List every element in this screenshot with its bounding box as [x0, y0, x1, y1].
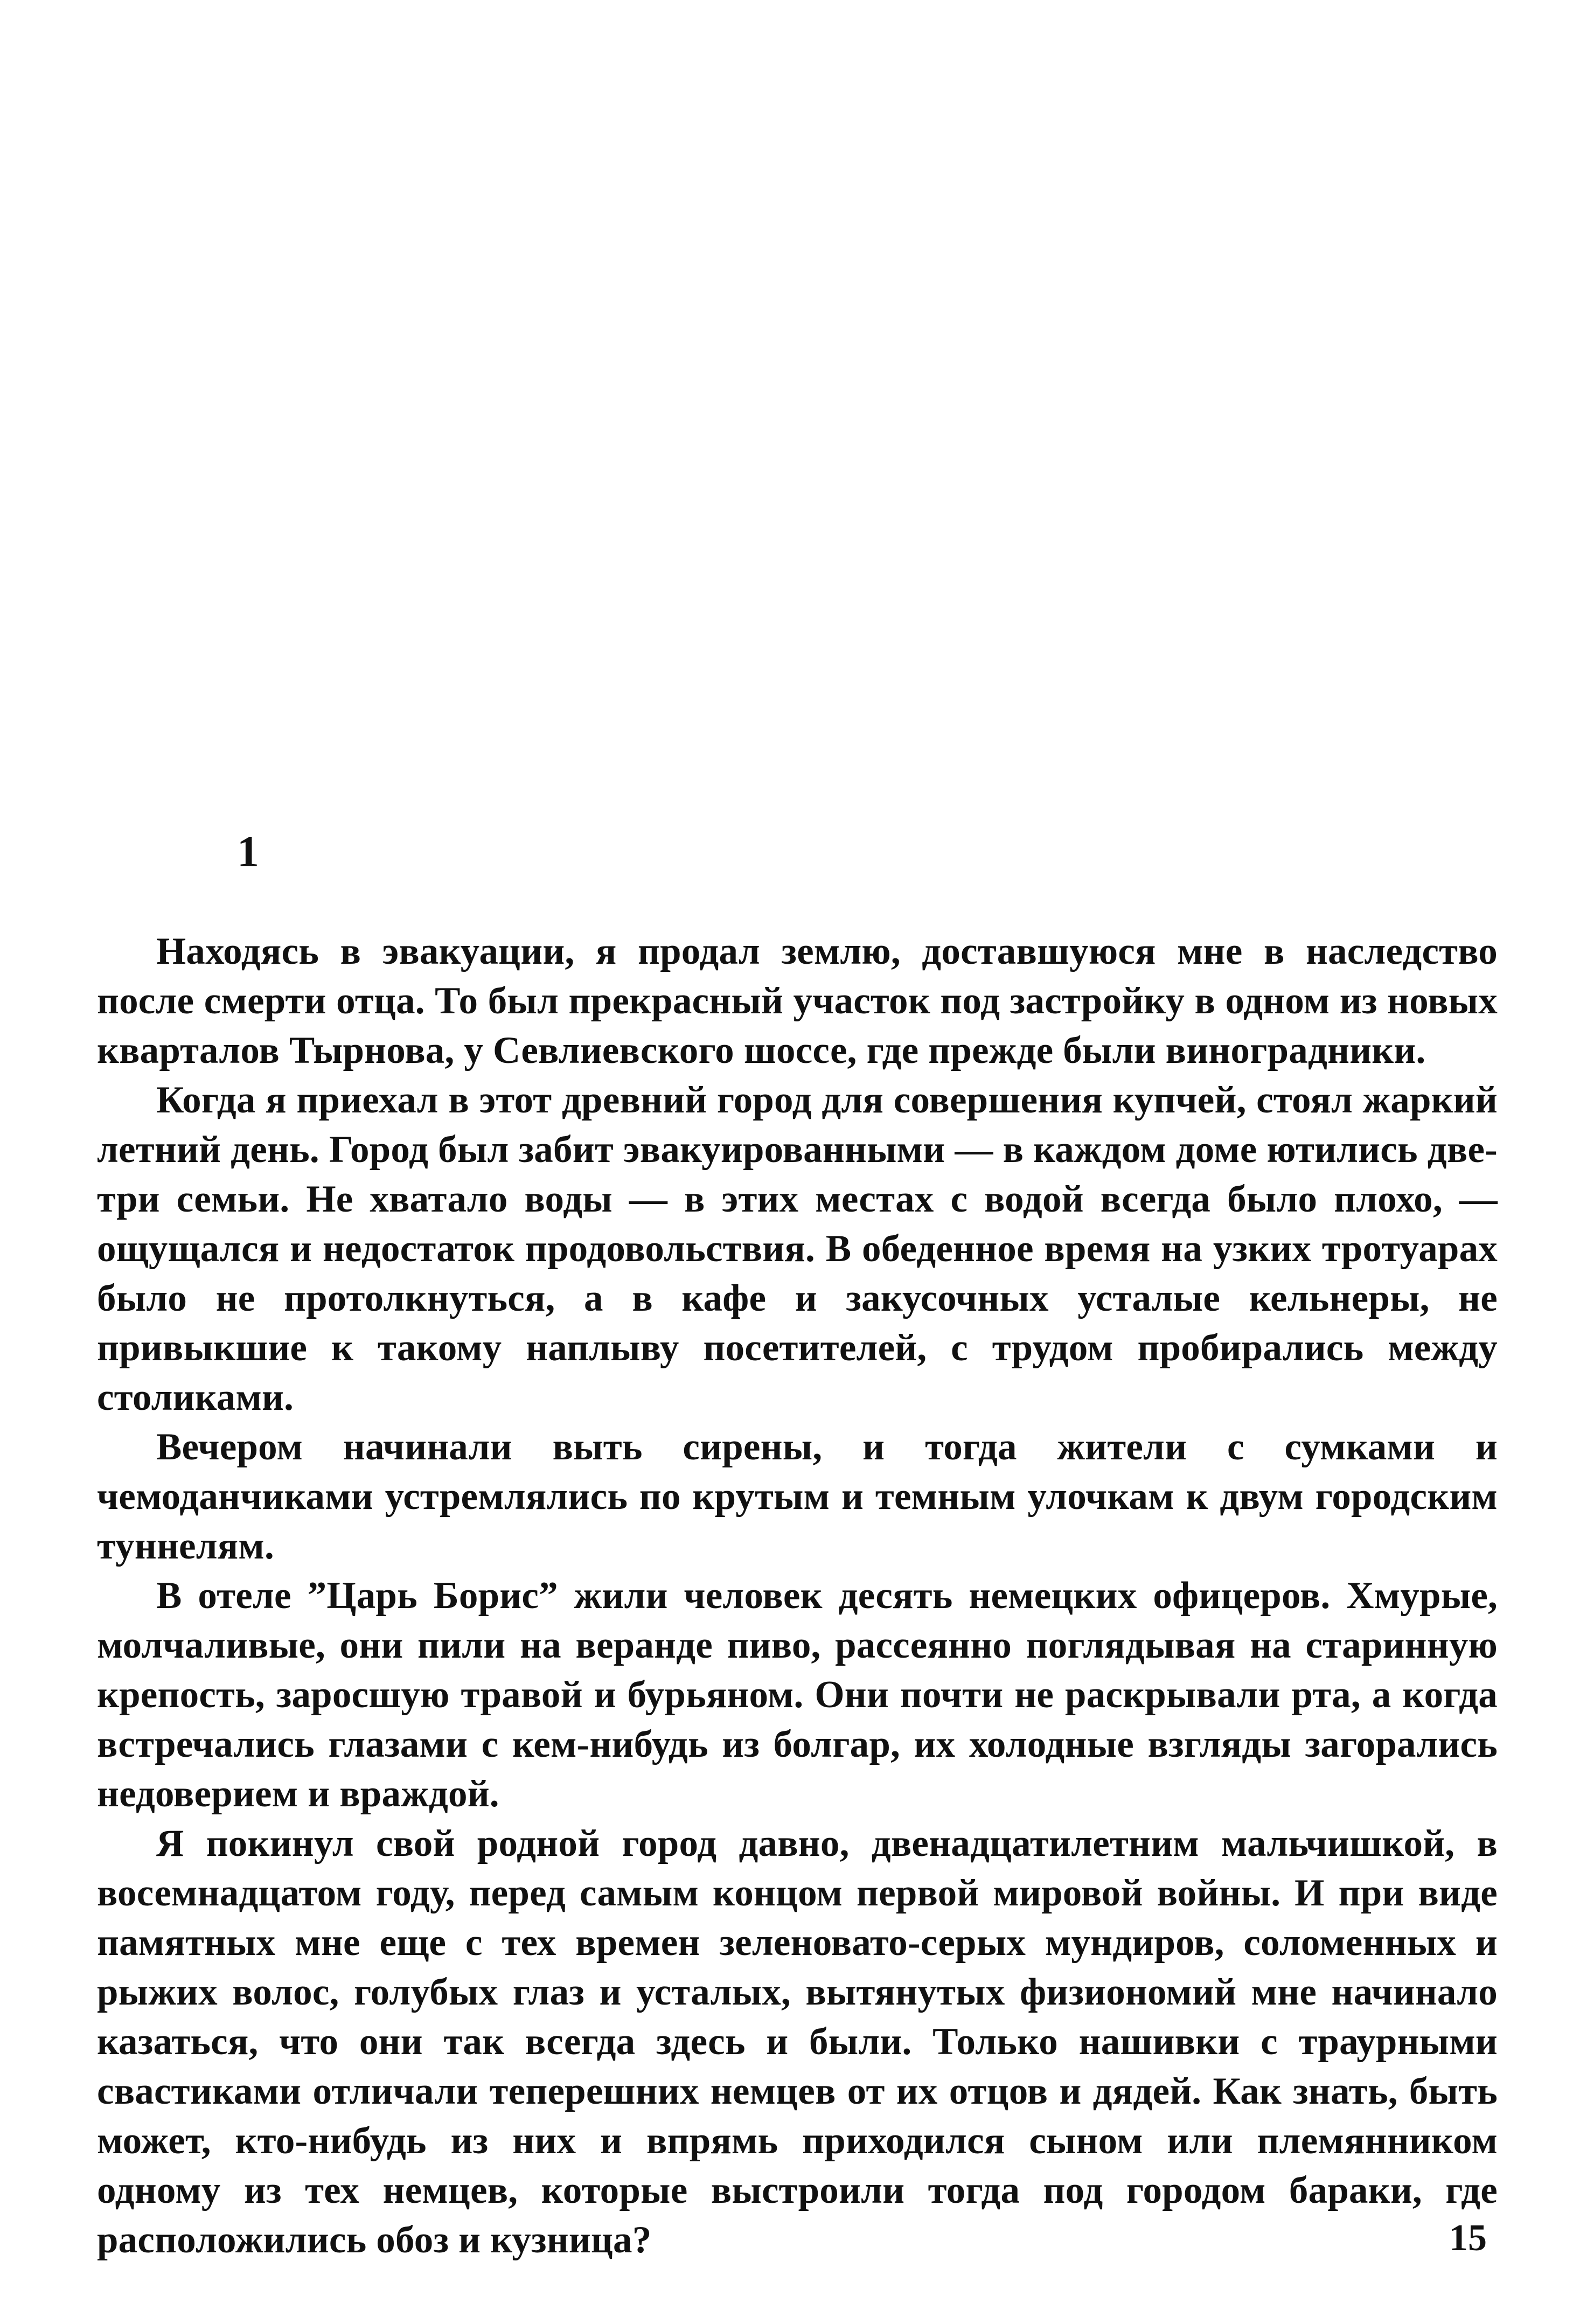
- paragraph: Находясь в эвакуации, я продал землю, доставшуюся мне в наследство после смерти отца. То был прекрасный участок под застройку в одном из новых кварталов Тырнова, у Севлиевского шоссе, где прежде были виноградники.: [97, 930, 1498, 1071]
- chapter-number: 1: [237, 827, 259, 876]
- body-text: [97, 927, 1498, 2265]
- paragraph: Когда я приехал в этот древний город для совершения купчей, стоял жаркий летний день. Город был забит эвакуированными — в каждом доме ютились две-три семьи. Не хватало воды — в этих местах с водой всегда было плохо, — ощущался и недостаток продовольствия. В обеденное время на узких тротуарах было не протолкнуться, а в кафе и закусочных усталые кельнеры, не привыкшие к такому наплыву посетителей, с трудом пробирались между столиками.: [97, 1079, 1498, 1418]
- page-number: 15: [1449, 2217, 1487, 2259]
- paragraph: Вечером начинали выть сирены, и тогда жители с сумками и чемоданчиками устремлялись по крутым и темным улочкам к двум городским туннелям.: [97, 1426, 1498, 1567]
- paragraph: В отеле ”Царь Борис” жили человек десять немецких офицеров. Хмурые, молчаливые, они пили на веранде пиво, рассеянно поглядывая на старинную крепость, заросшую травой и бурьяном. Они почти не раскрывали рта, а когда встречались глазами с кем-нибудь из болгар, их холодные взгляды загорались недоверием и враждой.: [97, 1575, 1498, 1815]
- paragraph: Я покинул свой родной город давно, двенадцатилетним мальчишкой, в восемнадцатом году, перед самым концом первой мировой войны. И при виде памятных мне еще с тех времен зеленовато-серых мундиров, соломенных и рыжих волос, голубых глаз и усталых, вытянутых физиономий мне начинало казаться, что они так всегда здесь и были. Только нашивки с траурными свастиками отличали теперешних немцев от их отцов и дядей. Как знать, быть может, кто-нибудь из них и впрямь приходился сыном или племянником одному из тех немцев, которые выстроили тогда под городом бараки, где расположились обоз и кузница?: [97, 1822, 1498, 2261]
